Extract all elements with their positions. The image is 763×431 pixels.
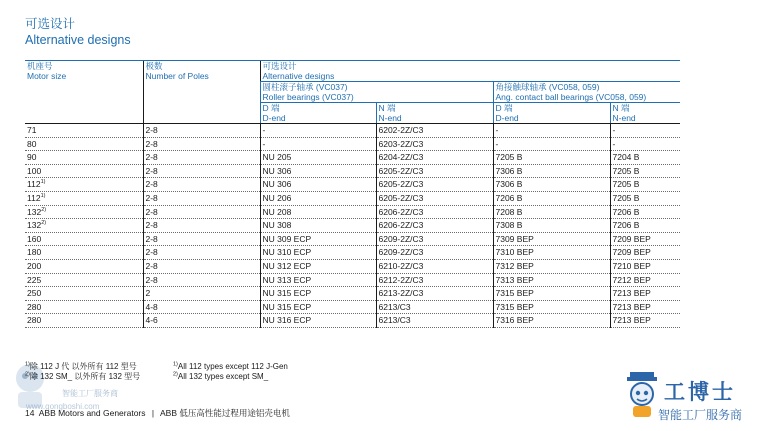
header-motor-size [25,61,143,82]
cell-poles: 2-8 [143,164,260,178]
logo-brand: 工博士 [664,381,736,404]
cell-roller-n: 6213-2Z/C3 [376,287,493,301]
cell-roller-d: - [260,124,376,138]
table-row [25,287,680,301]
header-ang-n [610,103,680,124]
footer-cn: ABB 低压高性能过程用途铝壳电机 [160,408,290,418]
logo-slogan: 智能工厂服务商 [658,408,743,422]
cell-roller-d: NU 315 ECP [260,300,376,314]
cell-ang-d: - [493,124,610,138]
cell-roller-d: - [260,137,376,151]
cell-ang-d: 7313 BEP [493,273,610,287]
cell-poles: 2 [143,287,260,301]
cell-roller-d: NU 208 [260,205,376,219]
table-row [25,273,680,287]
cell-ang-n: - [610,137,680,151]
cell-size: 180 [25,246,143,260]
cell-roller-n: 6204-2Z/C3 [376,151,493,165]
cell-size: 112$^{1)}$ [25,191,143,205]
cell-ang-d: 7208 B [493,205,610,219]
header-ang-d-cn: D 端 [495,103,513,113]
header-ang-n-cn: N 端 [612,103,630,113]
table-row [25,205,680,219]
table-row [25,314,680,328]
cell-ang-n: 7204 B [610,151,680,165]
table-row [25,300,680,314]
table-row [25,246,680,260]
cell-size: 80 [25,137,143,151]
table-row [25,219,680,233]
cell-ang-d: 7315 BEP [493,287,610,301]
cell-roller-n: 6209-2Z/C3 [376,232,493,246]
cell-roller-d: NU 205 [260,151,376,165]
header-roller [260,82,493,103]
cell-poles: 2-8 [143,273,260,287]
cell-ang-n: 7206 B [610,219,680,233]
cell-roller-n: 6213/C3 [376,300,493,314]
cell-roller-d: NU 206 [260,191,376,205]
cell-ang-n: 7213 BEP [610,287,680,301]
cell-roller-n: 6202-2Z/C3 [376,124,493,138]
cell-ang-d: 7306 B [493,164,610,178]
cell-ang-d: 7206 B [493,191,610,205]
cell-poles: 2-8 [143,232,260,246]
header-roller-n [376,103,493,124]
header-ang-contact [493,82,680,103]
cell-roller-n: 6209-2Z/C3 [376,246,493,260]
cell-roller-d: NU 306 [260,178,376,192]
cell-ang-n: 7213 BEP [610,300,680,314]
cell-ang-d: 7205 B [493,151,610,165]
header-ang-cn: 角接触球轴承 (VC058, 059) [495,82,600,92]
cell-size: 100 [25,164,143,178]
cell-size: 160 [25,232,143,246]
cell-ang-n: 7205 B [610,178,680,192]
header-alternative [260,61,680,82]
cell-roller-d: NU 308 [260,219,376,233]
footnote-2: $^{2)}$除 132 SM_ 以外所有 132 型号 $^{2)}$All 132 types except SM_ [25,371,269,381]
cell-poles: 2-8 [143,246,260,260]
table-row [25,178,680,192]
cell-ang-d: 7306 B [493,178,610,192]
header-ang-n-en: N-end [612,113,636,123]
cell-size: 90 [25,151,143,165]
footnote-1: $^{1)}$除 112 J 代 以外所有 112 型号 $^{1)}$All 112 types except 112 J-Gen [25,361,288,371]
brand-logo [622,368,758,424]
header-ang-d [493,103,610,124]
cell-size: 280 [25,300,143,314]
cell-size: 280 [25,314,143,328]
cell-poles: 2-8 [143,178,260,192]
header-ang-en: Ang. contact ball bearings (VC058, 059) [495,92,647,102]
table-row [25,151,680,165]
cell-roller-n: 6212-2Z/C3 [376,273,493,287]
header-roller-d [260,103,376,124]
cell-roller-n: 6205-2Z/C3 [376,164,493,178]
header-poles [143,61,260,82]
cell-roller-n: 6210-2Z/C3 [376,259,493,273]
table-row [25,259,680,273]
header-roller-n-cn: N 端 [378,103,396,113]
header-poles-cn: 极数 [145,61,163,71]
header-roller-n-en: N-end [378,113,402,123]
cell-roller-n: 6205-2Z/C3 [376,191,493,205]
cell-roller-d: NU 315 ECP [260,287,376,301]
cell-roller-n: 6206-2Z/C3 [376,205,493,219]
cell-size: 250 [25,287,143,301]
cell-poles: 2-8 [143,124,260,138]
cell-ang-d: - [493,137,610,151]
cell-size: 112$^{1)}$ [25,178,143,192]
cell-ang-n: 7213 BEP [610,314,680,328]
cell-size: 132$^{2)}$ [25,205,143,219]
cell-poles: 4-6 [143,314,260,328]
header-alt-cn: 可选设计 [262,61,297,71]
cell-poles: 2-8 [143,151,260,165]
cell-ang-n: - [610,124,680,138]
cell-roller-d: NU 309 ECP [260,232,376,246]
watermark-text: 智能工厂服务商 [62,389,118,398]
title-en: Alternative designs [25,33,131,47]
table-row [25,164,680,178]
cell-roller-n: 6205-2Z/C3 [376,178,493,192]
cell-size: 200 [25,259,143,273]
cell-size: 132$^{2)}$ [25,219,143,233]
page-footer [25,407,290,419]
cell-ang-n: 7206 B [610,205,680,219]
cell-roller-d: NU 310 ECP [260,246,376,260]
page-number: 14 [25,408,35,418]
footer-separator: | [151,408,155,418]
watermark-url: www.gongboshi.com [26,402,100,411]
cell-ang-d: 7308 B [493,219,610,233]
header-roller-d-cn: D 端 [262,103,280,113]
cell-ang-d: 7309 BEP [493,232,610,246]
cell-ang-n: 7209 BEP [610,232,680,246]
cell-ang-n: 7205 B [610,164,680,178]
cell-ang-d: 7312 BEP [493,259,610,273]
cell-ang-d: 7315 BEP [493,300,610,314]
title-cn: 可选设计 [25,17,76,31]
cell-roller-d: NU 312 ECP [260,259,376,273]
cell-poles: 2-8 [143,191,260,205]
cell-ang-d: 7310 BEP [493,246,610,260]
cell-roller-d: NU 316 ECP [260,314,376,328]
cell-poles: 2-8 [143,259,260,273]
cell-roller-d: NU 313 ECP [260,273,376,287]
header-motor-size-en: Motor size [27,71,67,81]
header-poles-en: Number of Poles [145,71,209,81]
footnotes [25,362,288,382]
header-motor-size-cn: 机座号 [27,61,53,71]
table-row [25,124,680,138]
header-roller-d-en: D-end [262,113,286,123]
table-row [25,191,680,205]
cell-poles: 4-8 [143,300,260,314]
footer-en: ABB Motors and Generators [38,408,146,418]
table-row [25,232,680,246]
cell-roller-n: 6206-2Z/C3 [376,219,493,233]
header-alt-en: Alternative designs [262,71,335,81]
alternative-designs-table [25,60,680,328]
cell-poles: 2-8 [143,219,260,233]
cell-size: 71 [25,124,143,138]
cell-ang-d: 7316 BEP [493,314,610,328]
cell-roller-d: NU 306 [260,164,376,178]
header-roller-en: Roller bearings (VC037) [262,92,354,102]
page-title [25,16,131,48]
robot-logo-icon [622,368,662,420]
header-roller-cn: 圆柱滚子轴承 (VC037) [262,82,348,92]
cell-ang-n: 7205 B [610,191,680,205]
cell-ang-n: 7209 BEP [610,246,680,260]
cell-roller-n: 6203-2Z/C3 [376,137,493,151]
cell-ang-n: 7212 BEP [610,273,680,287]
cell-poles: 2-8 [143,137,260,151]
cell-ang-n: 7210 BEP [610,259,680,273]
cell-size: 225 [25,273,143,287]
cell-poles: 2-8 [143,205,260,219]
table-row [25,137,680,151]
header-ang-d-en: D-end [495,113,519,123]
cell-roller-n: 6213/C3 [376,314,493,328]
